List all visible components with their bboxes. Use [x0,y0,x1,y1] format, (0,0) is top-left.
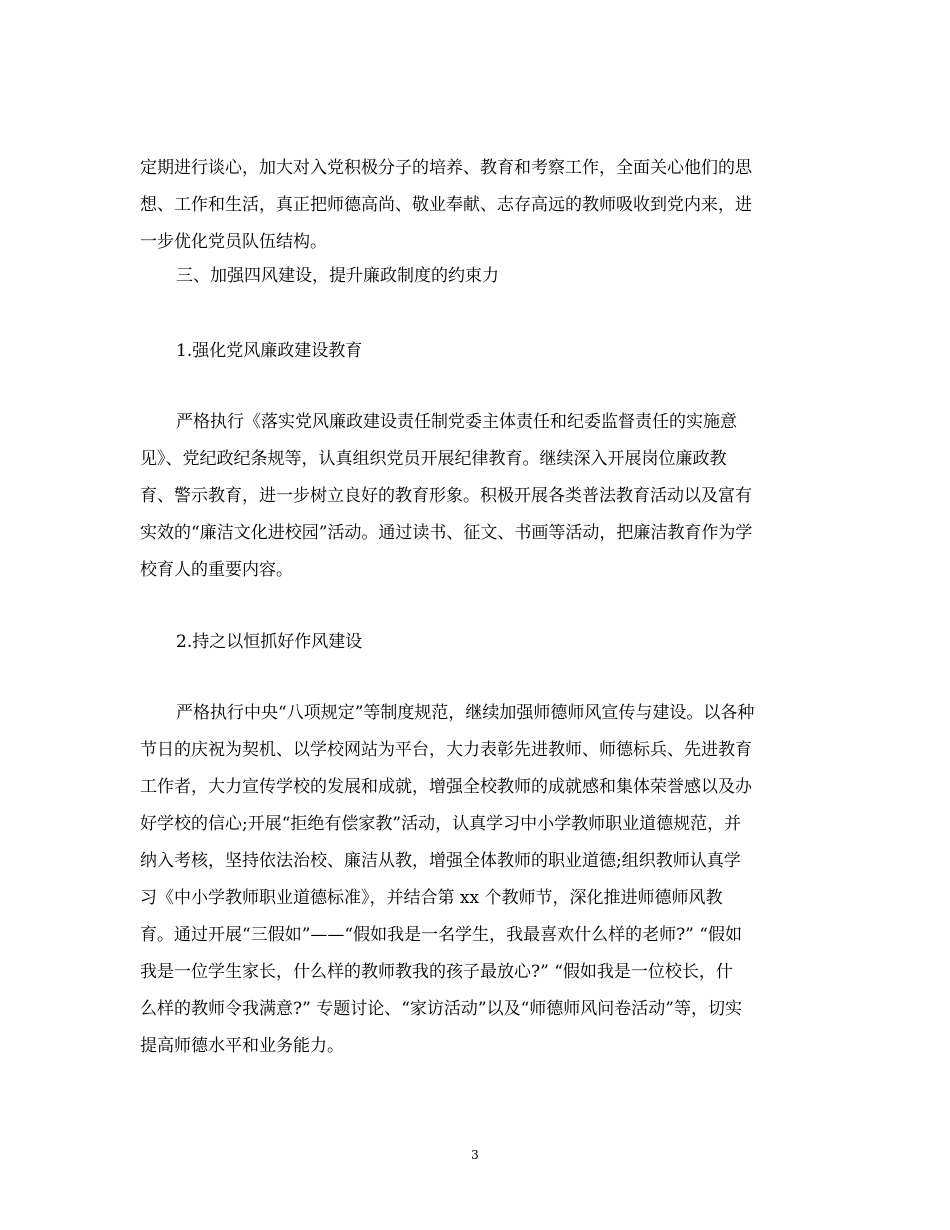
section-heading-three [140,258,830,295]
paragraph-line: 育、警示教育，进一步树立良好的教育形象。积极开展各类普法教育活动以及富有 [140,486,752,506]
paragraph-line: 一步优化党员队伍结构。 [140,232,327,252]
paragraph-line: 好学校的信心;开展“拒绝有偿家教”活动，认真学习中小学教师职业道德规范，并 [140,814,742,834]
paragraph-party-development [140,150,830,261]
paragraph-line: 节日的庆祝为契机、以学校网站为平台，大力表彰先进教师、师德标兵、先进教育 [140,740,752,760]
paragraph-line: 严格执行中央“八项规定”等制度规范，继续加强师德师风宣传与建设。以各种 [176,703,755,723]
subsection-heading-two [140,624,830,661]
paragraph-line: 校育人的重要内容。 [140,560,293,580]
paragraph-line: 实效的“廉洁文化进校园”活动。通过读书、征文、书画等活动，把廉洁教育作为学 [140,523,753,543]
paragraph-line: 我是一位学生家长，什么样的教师教我的孩子最放心?” “假如我是一位校长，什 [140,962,733,982]
paragraph-integrity-education [140,404,830,589]
paragraph-line: 习《中小学教师职业道德标准》，并结合第 xx 个教师节，深化推进师德师风教 [140,888,723,908]
paragraph-line: 想、工作和生活，真正把师德高尚、敬业奉献、志存高远的教师吸收到党内来，进 [140,195,752,215]
subsection-heading-text: 2.持之以恒抓好作风建设 [176,632,363,652]
paragraph-line: 见》、党纪政纪条规等，认真组织党员开展纪律教育。继续深入开展岗位廉政教 [140,449,727,469]
paragraph-line: 育。通过开展“三假如”——“假如我是一名学生，我最喜欢什么样的老师?” “假如 [140,925,742,945]
paragraph-line: 工作者，大力宣传学校的发展和成就，增强全校教师的成就感和集体荣誉感以及办 [140,777,752,797]
section-heading-text: 三、加强四风建设，提升廉政制度的约束力 [176,266,499,286]
subsection-heading-text: 1.强化党风廉政建设教育 [176,341,363,361]
subsection-heading-one [140,333,830,370]
paragraph-line: 严格执行《落实党风廉政建设责任制党委主体责任和纪委监督责任的实施意 [176,412,737,432]
paragraph-line: 定期进行谈心，加大对入党积极分子的培养、教育和考察工作，全面关心他们的思 [140,158,752,178]
paragraph-work-style [140,695,830,1065]
page-number: 3 [471,1148,479,1162]
paragraph-line: 么样的教师令我满意?” 专题讨论、“家访活动”以及“师德师风问卷活动”等，切实 [140,999,742,1019]
paragraph-line: 纳入考核，坚持依法治校、廉洁从教，增强全体教师的职业道德;组织教师认真学 [140,851,741,871]
paragraph-line: 提高师德水平和业务能力。 [140,1036,344,1056]
